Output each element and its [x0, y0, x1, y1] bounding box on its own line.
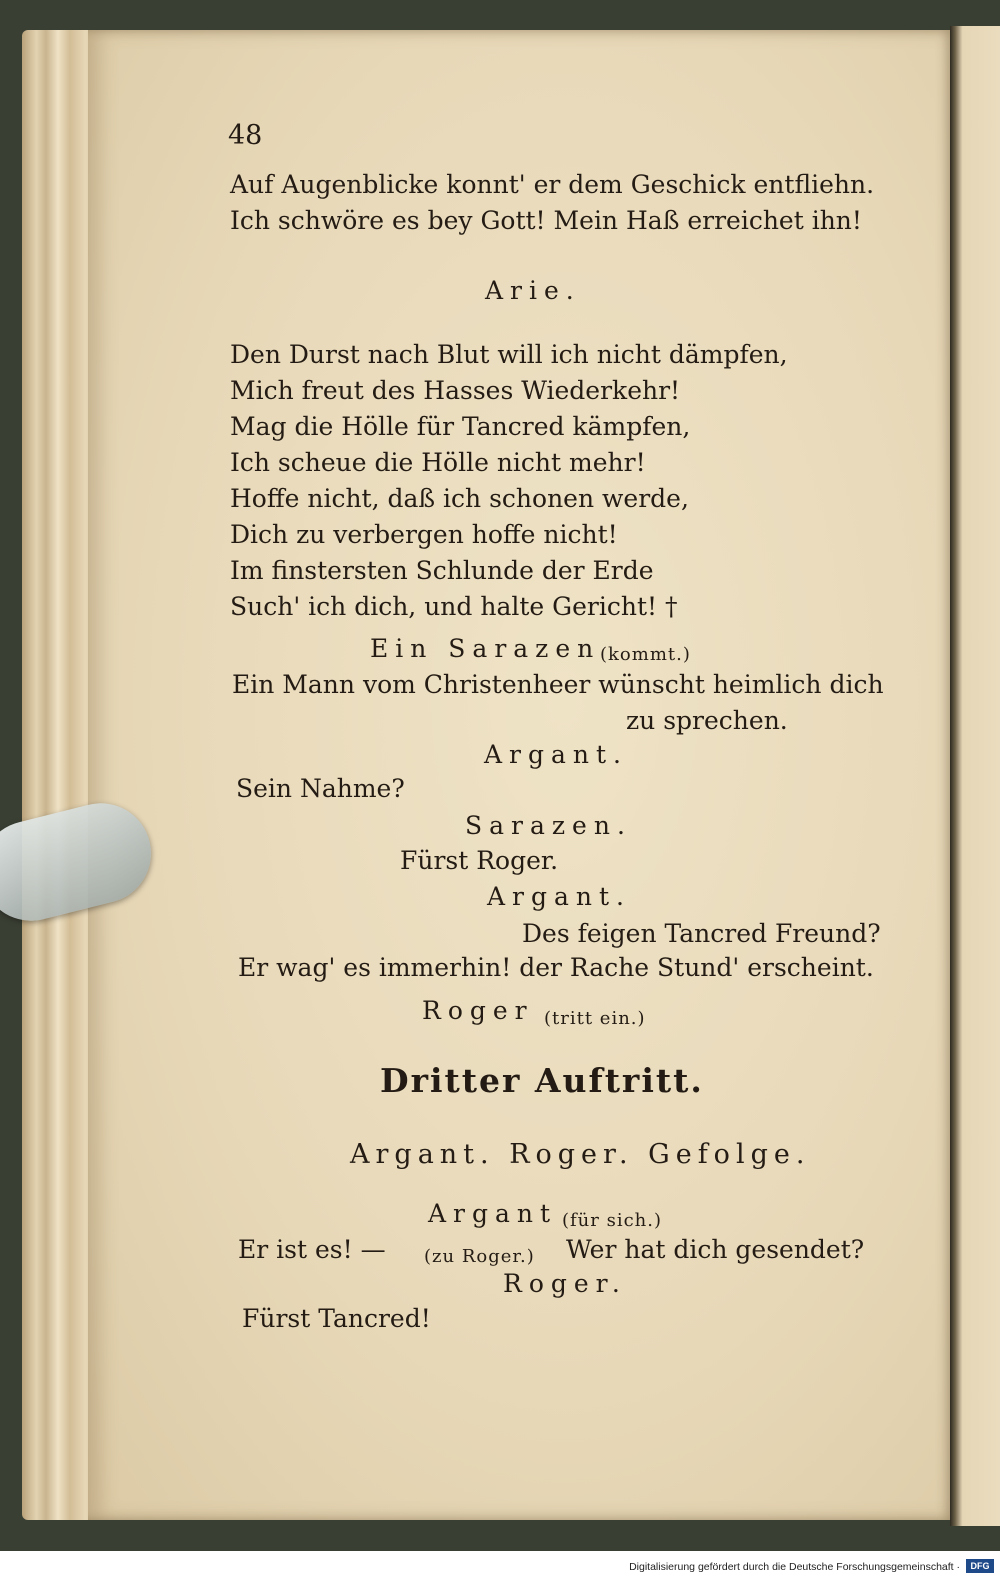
aria-heading: Arie. [485, 276, 581, 305]
footer-bar [0, 1551, 1000, 1587]
page-number: 48 [228, 120, 263, 151]
speaker-name: Argant [428, 1199, 558, 1228]
speaker-name: Argant. [487, 882, 632, 911]
funding-credit: Digitalisierung gefördert durch die Deutsche Forschungsgemeinschaft · [629, 1561, 960, 1573]
speaker-name: Sarazen. [465, 811, 632, 840]
verse-line: Den Durst nach Blut will ich nicht dämpfen, [230, 340, 788, 369]
verse-line: Such' ich dich, und halte Gericht! † [230, 592, 678, 621]
dialogue-line: Ein Mann vom Christenheer wünscht heimlich dich [232, 670, 884, 699]
dialogue-line: Des feigen Tancred Freund? [522, 919, 881, 948]
verse-line: Im finstersten Schlunde der Erde [230, 556, 654, 585]
dialogue-line: zu sprechen. [626, 706, 788, 735]
dialogue-line: Fürst Roger. [400, 846, 559, 875]
dialogue-line: Er ist es! — [238, 1235, 386, 1264]
verse-line: Ich scheue die Hölle nicht mehr! [230, 448, 646, 477]
stage-direction: (kommt.) [600, 644, 691, 665]
dialogue-line: Sein Nahme? [236, 774, 405, 803]
dialogue-line: Fürst Tancred! [242, 1304, 431, 1333]
speaker-name: Ein Sarazen [370, 634, 601, 663]
stage-direction: (für sich.) [562, 1210, 663, 1231]
scene-title: Dritter Auftritt. [380, 1061, 704, 1100]
dialogue-line: Er wag' es immerhin! der Rache Stund' erscheint. [238, 953, 874, 982]
speaker-name: Roger. [503, 1269, 627, 1298]
verse-line: Hoffe nicht, daß ich schonen werde, [230, 484, 689, 513]
verse-line: Auf Augenblicke konnt' er dem Geschick entfliehn. [230, 170, 875, 199]
stage-direction: (tritt ein.) [544, 1008, 646, 1029]
verse-line: Mich freut des Hasses Wiederkehr! [230, 376, 681, 405]
verse-line: Ich schwöre es bey Gott! Mein Haß erreichet ihn! [230, 206, 862, 235]
speaker-name: Roger [422, 996, 534, 1025]
facing-page-edge [950, 26, 1000, 1526]
verse-line: Mag die Hölle für Tancred kämpfen, [230, 412, 691, 441]
character-list: Argant. Roger. Gefolge. [350, 1139, 811, 1170]
stage-direction: (zu Roger.) [424, 1246, 535, 1267]
dialogue-line: Wer hat dich gesendet? [566, 1235, 865, 1264]
dfg-logo: DFG [966, 1559, 994, 1573]
verse-line: Dich zu verbergen hoffe nicht! [230, 520, 618, 549]
speaker-name: Argant. [484, 740, 629, 769]
